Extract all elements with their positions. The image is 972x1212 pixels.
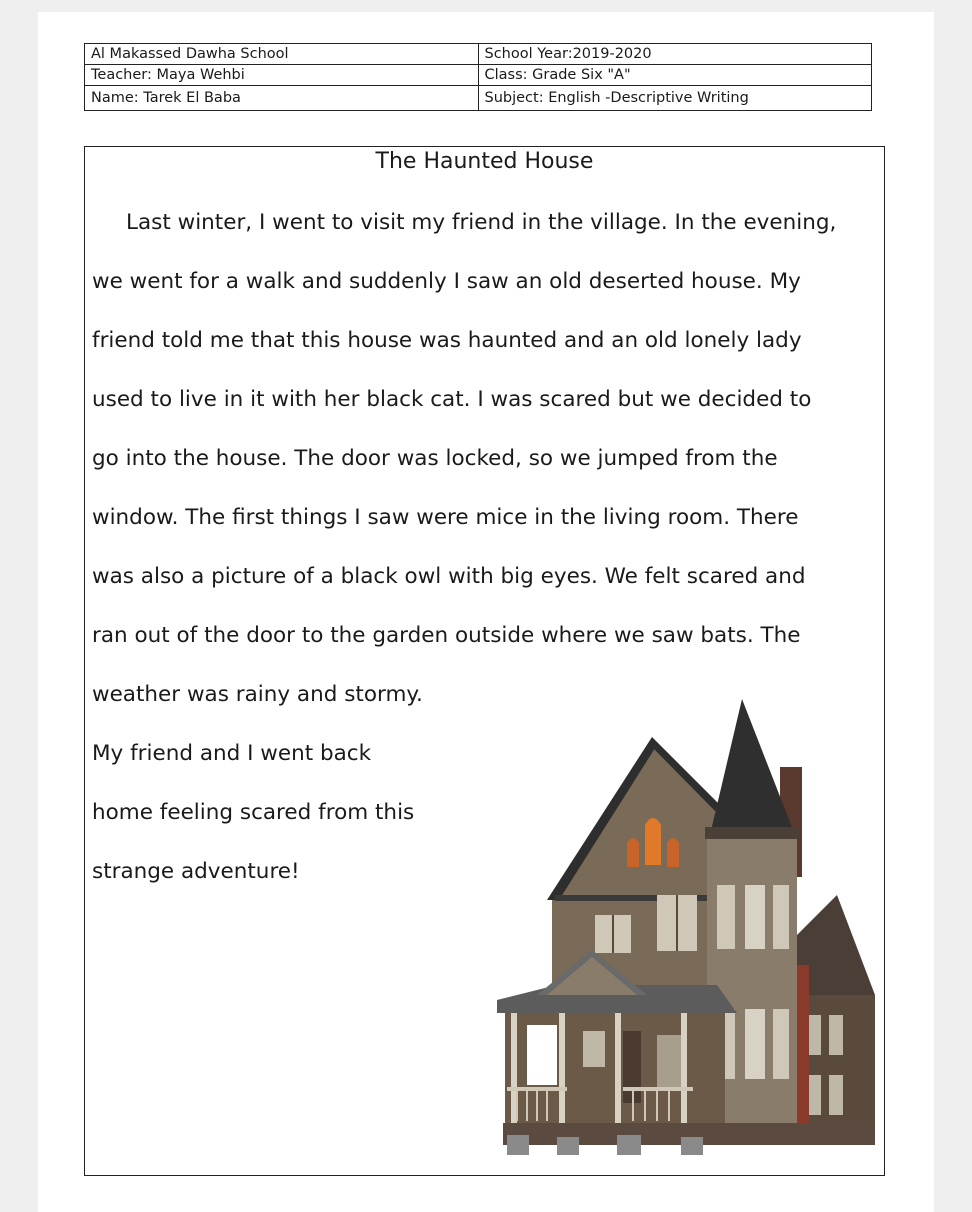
essay-line: used to live in it with her black cat. I was scared but we decided to — [92, 387, 812, 412]
essay-line: we went for a walk and suddenly I saw an old deserted house. My — [92, 269, 801, 294]
essay-title: The Haunted House — [375, 149, 594, 174]
haunted-house-image — [497, 695, 877, 1175]
essay-line: go into the house. The door was locked, so we jumped from the — [92, 446, 778, 471]
essay-line: Last winter, I went to visit my friend in the village. In the evening, — [126, 210, 837, 235]
essay-line: weather was rainy and stormy. — [92, 682, 423, 707]
essay-line: strange adventure! — [92, 859, 300, 884]
essay-line: window. The first things I saw were mice in the living room. There — [92, 505, 799, 530]
essay-line: friend told me that this house was haunted and an old lonely lady — [92, 328, 802, 353]
class-name: Class: Grade Six "A" — [478, 65, 872, 86]
essay-line: home feeling scared from this — [92, 800, 415, 825]
essay-line: ran out of the door to the garden outside where we saw bats. The — [92, 623, 801, 648]
student-name: Name: Tarek El Baba — [85, 86, 479, 111]
header-info-table — [84, 43, 872, 111]
essay-box — [84, 146, 885, 1176]
essay-line: was also a picture of a black owl with big eyes. We felt scared and — [92, 564, 806, 589]
document-page — [38, 12, 934, 1212]
subject-name: Subject: English -Descriptive Writing — [478, 86, 872, 111]
essay-line: My friend and I went back — [92, 741, 372, 766]
school-name: Al Makassed Dawha School — [85, 44, 479, 65]
teacher-name: Teacher: Maya Wehbi — [85, 65, 479, 86]
school-year: School Year:2019-2020 — [478, 44, 872, 65]
